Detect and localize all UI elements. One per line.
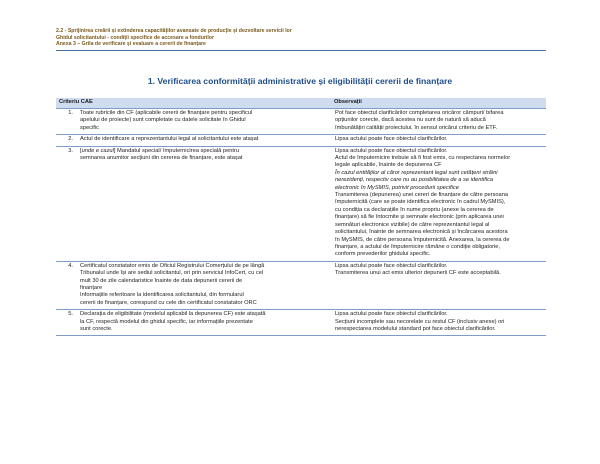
row-number: 5. [56,310,77,336]
criteriu-line: Toate rubricile din CF (aplicabile cererii de finanțare pentru specificul [80,110,253,116]
criteriu-cell [77,146,331,261]
observatii-line: îmbunătățiri calității proiectului, în sensul oricărui criteriu de ETF. [335,124,498,131]
observatii-line: legale aplicabile, înainte de depunerea CF [335,162,442,169]
header-line-2: Ghidul solicitantului - condiții specifice de accesare a fondurilor [56,34,214,41]
observatii-line: Lipsa actului poate face obiectul clarificărilor. [335,147,448,154]
header-line-1: 2.2 - Sprijinirea creării și extinderea capacităților avansate de producție și dezvoltare servicii lor [56,28,292,34]
criteriu-line: Certificatul constatator emis de Oficiul Registrului Comerțului de pe lângă [80,262,265,269]
observatii-line: conform prevederilor ghidului specific. [335,251,431,258]
table-row [56,109,546,135]
observatii-line: semnături electronice vizibile) de către reprezentantul legal al [335,221,490,228]
observatii-cell [331,135,546,146]
criteriu-line: semnarea anumitor secțiuni din cererea de finanțare, este atașat [80,155,243,162]
criteriu-line: sunt corecte. [80,325,113,332]
table-row [56,261,546,309]
column-header-criteriu: Criteriu CAE [56,98,331,109]
criteriu-italic: unde e cazul [81,147,114,154]
table-row [56,310,546,336]
criteriu-line: Declarația de eligibilitate (modelul aplicabil la depunerea CF) este atașată [80,311,266,318]
criteriu-cell [77,310,331,336]
observatii-line: împuternicită (care se poate identifica electronic în cadrul MySMIS), [335,199,506,206]
criteriu-line: finanțare [80,284,103,291]
criteriu-line: specific [80,124,99,131]
observatii-line: cu condiția ca declarațiile în nume propriu (anexe la cererea de [335,206,494,213]
observatii-italic-line: În cazul entităților al căror reprezentant legal sunt cetățeni străini [335,169,498,176]
observatii-cell [331,261,546,309]
observatii-line: solicitantului, înainte de semnarea electronică și încărcarea acestora [335,229,508,236]
header-divider [56,50,546,51]
criteriu-line: Tribunalul unde își are sediul solicitantul, ori prin serviciul InfoCert, cu cel [80,270,264,277]
observatii-line: Lipsa actului poate face obiectul clarificărilor. [335,311,448,318]
row-number: 2. [56,135,77,146]
observatii-line: Transmiterea (depunerea) unei cereri de finanțare de către persoana [335,192,509,199]
observatii-italic-line: electronic în MySMIS, potrivit procedurii specifice [335,184,459,191]
criteriu-line [80,148,328,155]
criteriu-text: ] Mandatul special/ împuternicirea specială pentru [113,147,240,154]
criteriu-bracket: [ [80,147,82,154]
observatii-line: Actul de împuternicire trebuie să fi fost emis, cu respectarea normelor [335,155,511,162]
criteriu-cell [77,261,331,309]
observatii-line: Lipsa actului poate face obiectul clarificărilor. [335,136,448,143]
observatii-cell [331,146,546,261]
column-header-observatii: Observații [331,98,546,109]
criteriu-line: cererii de finanțare, corespund cu cele din certificatul constatator ORC [80,299,257,306]
observatii-line: Secțiuni incomplete sau necorelate cu restul CF (inclusiv anexe) ori [335,318,505,325]
observatii-cell [331,109,546,135]
header-line-3: Anexa 3 – Grila de verificare și evaluare a cererii de finanțare [56,41,206,48]
criteriu-line: Actul de identificare a reprezentantului legal al solicitantului este atașat [80,136,259,143]
verification-table [56,98,546,336]
document-header [56,28,546,48]
section-title: 1. Verificarea conformității administrative și eligibilității cererii de finanțare [147,76,453,86]
row-number: 3. [56,146,77,261]
observatii-line: Pot face obiectul clarificărilor completarea oricăror câmpuri/ bifarea [335,110,504,116]
criteriu-line: la CF, respectă modelul din ghidul specific, iar informațiile prezentate [80,318,253,325]
table-header-row [56,98,546,109]
observatii-line: în MySMIS, de către persoana împuternicită. Anexarea, la cererea de [335,236,510,243]
row-number: 4. [56,261,77,309]
criteriu-line: apelului de proiecte) sunt completate cu datele solicitate în Ghidul [80,117,246,124]
observatii-italic-line: nerezidenți, respectiv care nu au posibilitatea de a se identifica [335,177,494,184]
observatii-cell [331,310,546,336]
row-number: 1. [56,109,77,135]
criteriu-line: mult 30 de zile calendaristice înainte de data depunerii cererii de [80,277,243,284]
table-row [56,146,546,261]
observatii-line: Transmiterea unui act emis ulterior depunerii CF este acceptabilă. [335,270,501,277]
criteriu-line: Informațiile referitoare la identificarea solicitantului, din formularul [80,292,244,299]
table-row [56,135,546,146]
observatii-line: finanțare, a actului de împuternicire rămâne o condiție obligatorie, [335,243,501,250]
observatii-line: nerespectarea modelului standard pot face obiectul clarificărilor. [335,325,496,332]
observatii-line: finanțare) să fie întocmite și semnate electronic (prin aplicarea unei [335,214,504,221]
criteriu-cell [77,109,331,135]
observatii-line: opțiunilor corecte, dacă acestea nu sunt de natură să aducă [335,117,486,124]
criteriu-cell [77,135,331,146]
observatii-line: Lipsa actului poate face obiectul clarificărilor. [335,262,448,269]
